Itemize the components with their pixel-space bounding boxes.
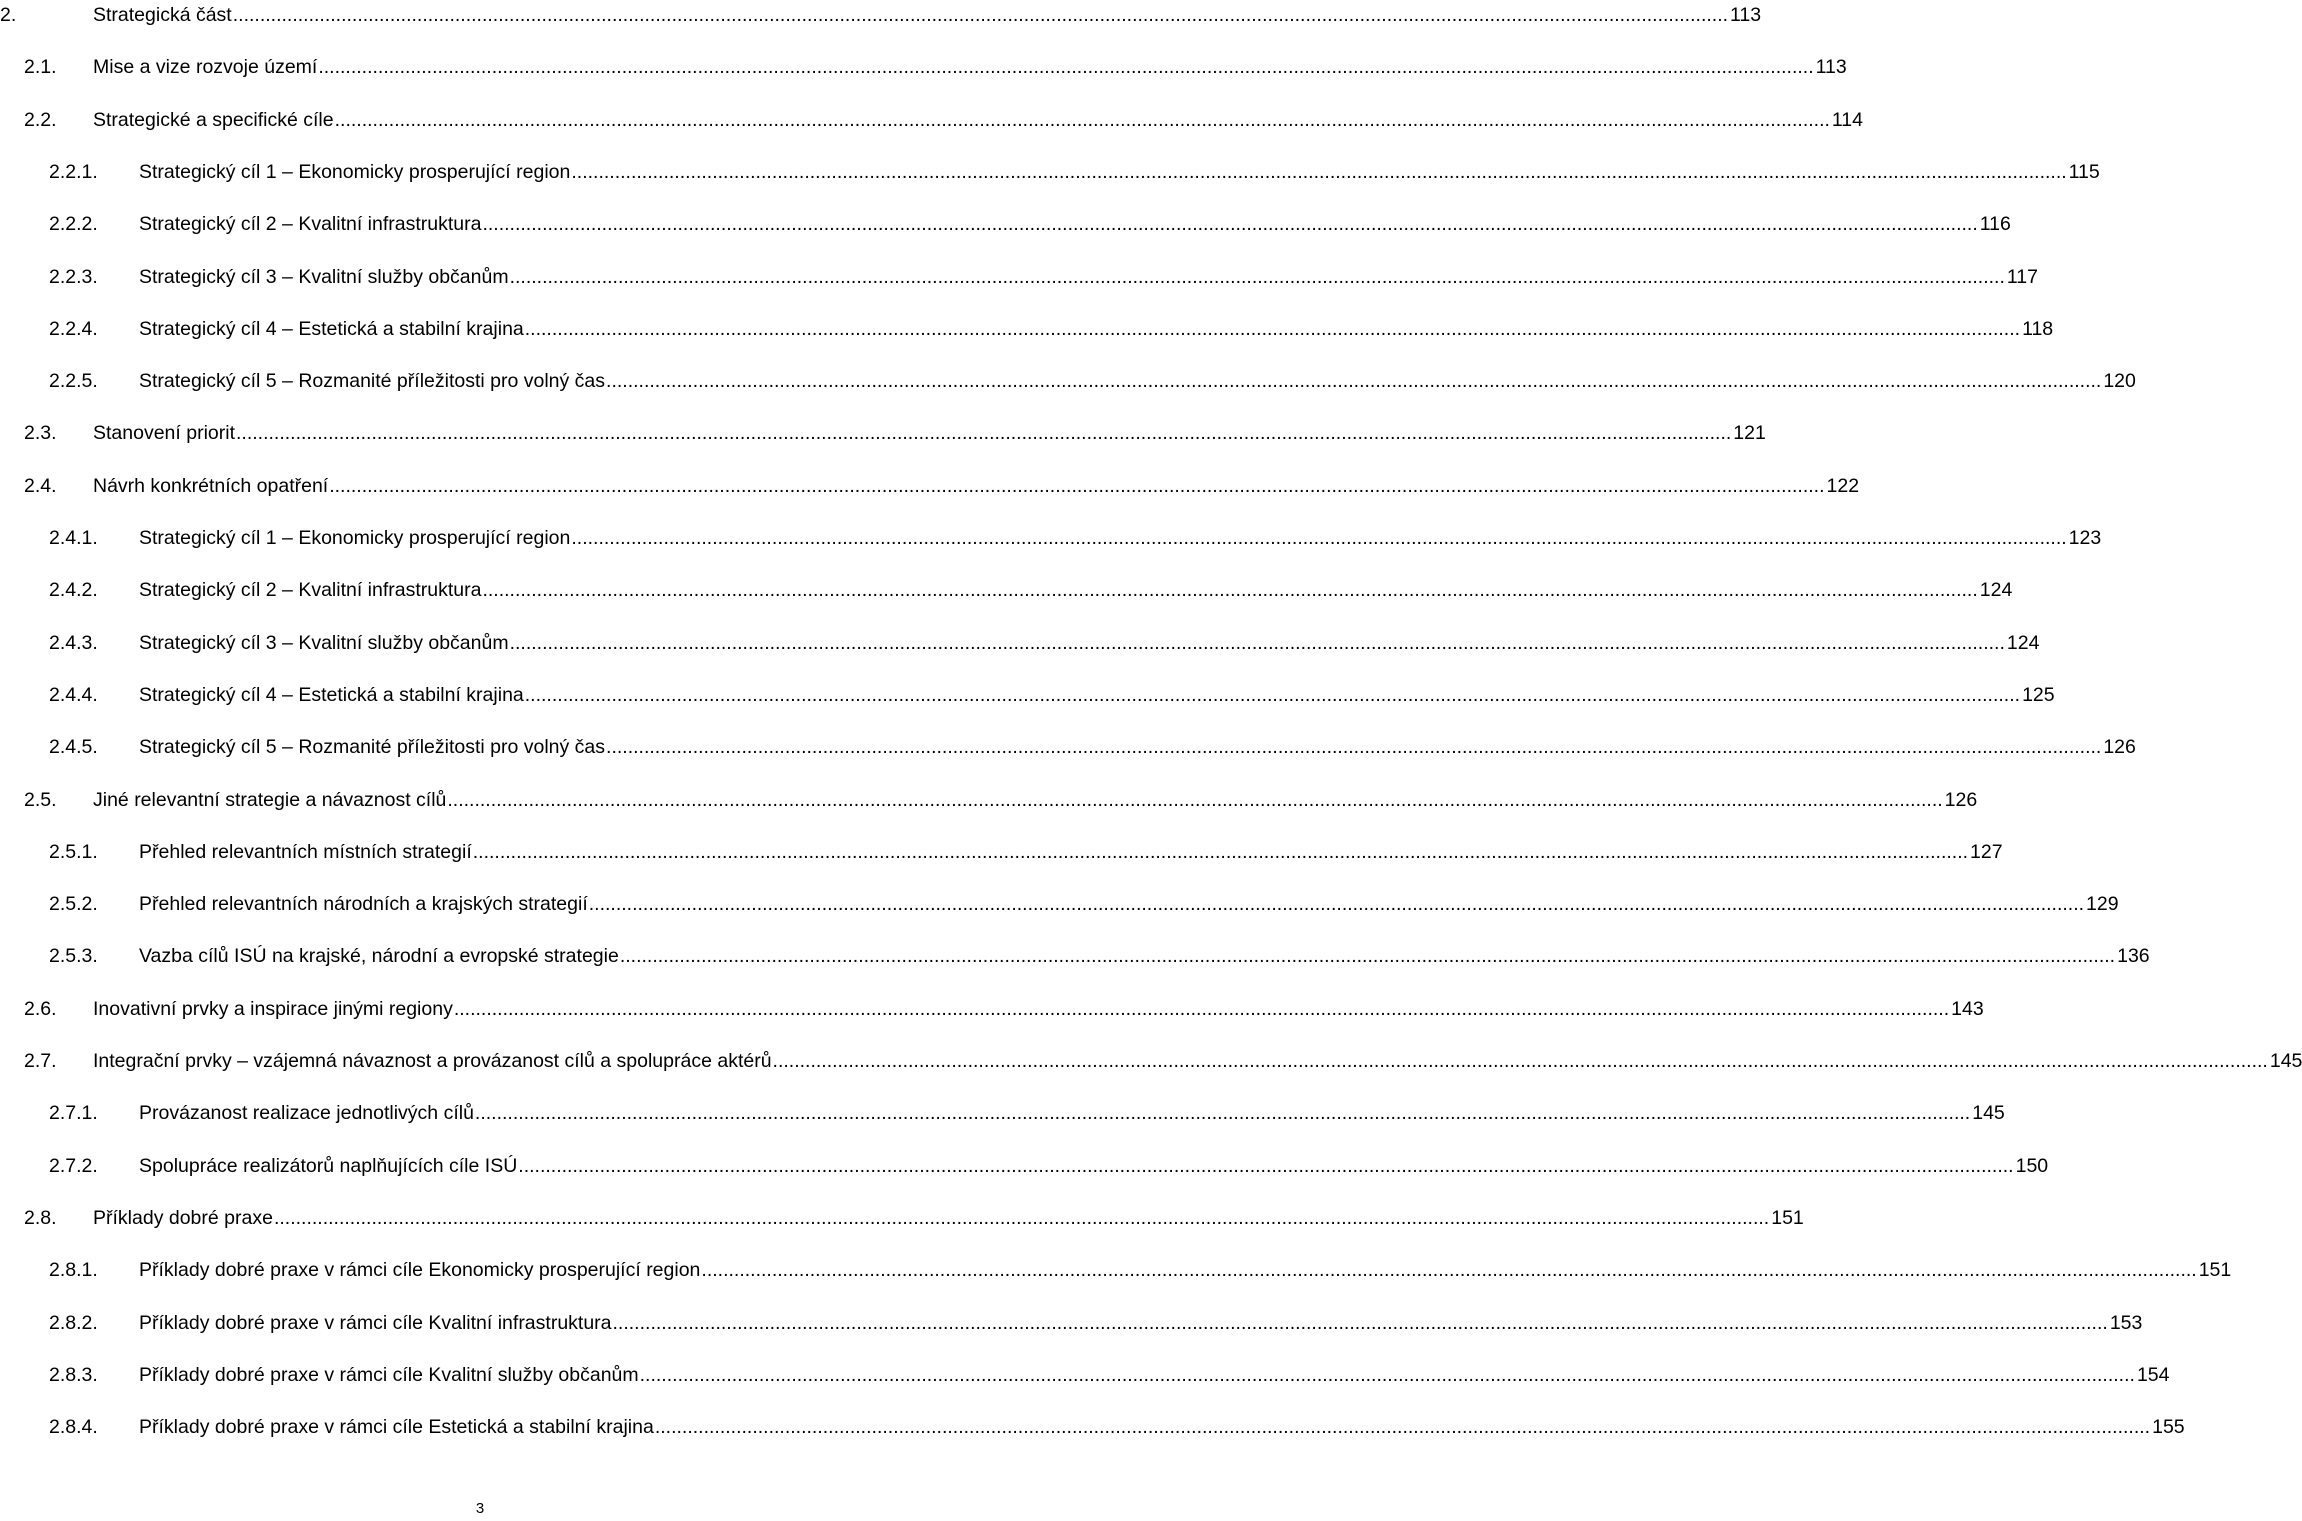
- toc-entry-number: 2.2.1.: [49, 160, 98, 183]
- toc-dot-leader: [570, 157, 2068, 187]
- toc-entry-title: Příklady dobré praxe v rámci cíle Estetická a stabilní krajina: [139, 1416, 654, 1439]
- toc-entry-number: 2.: [0, 4, 17, 26]
- toc-entry[interactable]: [0, 52, 1847, 82]
- toc-entry-number: 2.8.2.: [49, 1311, 98, 1334]
- toc-entry-page: 151: [1771, 1206, 1804, 1229]
- toc-entry[interactable]: [0, 889, 2119, 919]
- toc-entry[interactable]: [0, 1098, 2005, 1128]
- toc-dot-leader: [588, 889, 2086, 919]
- toc-entry-page: 122: [1826, 474, 1860, 497]
- toc-dot-leader: [517, 1151, 2015, 1181]
- toc-dot-leader: [334, 105, 1832, 135]
- toc-entry-title: Příklady dobré praxe v rámci cíle Kvalitní služby občanům: [139, 1363, 639, 1386]
- toc-dot-leader: [570, 523, 2068, 553]
- toc-entry-number: 2.1.: [24, 56, 57, 79]
- toc-entry-number: 2.5.2.: [49, 893, 98, 916]
- toc-entry[interactable]: [0, 418, 1766, 448]
- toc-entry[interactable]: [0, 1412, 2185, 1442]
- toc-entry-page: 153: [2109, 1311, 2143, 1334]
- toc-entry-page: 114: [1831, 108, 1863, 131]
- toc-entry-title: Příklady dobré praxe v rámci cíle Ekonomicky prosperující region: [139, 1259, 701, 1282]
- toc-entry-number: 2.7.1.: [49, 1102, 98, 1125]
- toc-entry-page: 120: [2103, 370, 2136, 393]
- toc-dot-leader: [700, 1255, 2198, 1285]
- toc-entry-page: 154: [2136, 1363, 2170, 1386]
- toc-entry-number: 2.4.3.: [49, 631, 98, 654]
- toc-entry-title: Příklady dobré praxe v rámci cíle Kvalitní infrastruktura: [139, 1311, 612, 1334]
- toc-entry-title: Jiné relevantní strategie a návaznost cílů: [93, 788, 447, 811]
- toc-entry-page: 123: [2068, 527, 2102, 549]
- toc-entry-title: Strategická část: [93, 4, 232, 26]
- toc-entry-title: Strategický cíl 1 – Ekonomicky prosperující region: [139, 160, 571, 183]
- toc-entry-page: 117: [2006, 265, 2038, 288]
- toc-entry[interactable]: [0, 785, 1978, 815]
- toc-dot-leader: [317, 52, 1815, 82]
- toc-entry-title: Strategický cíl 1 – Ekonomicky prosperující region: [139, 527, 571, 549]
- toc-entry[interactable]: [0, 0, 1762, 30]
- toc-entry[interactable]: [0, 680, 2055, 710]
- toc-dot-leader: [509, 262, 2007, 292]
- toc-entry-title: Mise a vize rozvoje území: [93, 56, 318, 79]
- toc-dot-leader: [619, 941, 2117, 971]
- toc-entry-number: 2.2.2.: [49, 213, 98, 236]
- toc-entry-page: 125: [2022, 683, 2055, 706]
- toc-entry-title: Návrh konkrétních opatření: [93, 474, 329, 497]
- toc-dot-leader: [524, 680, 2022, 710]
- toc-entry-page: 113: [1730, 4, 1762, 26]
- toc-entry-page: 145: [2269, 1050, 2302, 1072]
- toc-entry-title: Strategické a specifické cíle: [93, 108, 334, 131]
- toc-entry-page: 121: [1733, 422, 1766, 445]
- toc-dot-leader: [328, 471, 1826, 501]
- toc-entry[interactable]: [0, 732, 2136, 762]
- toc-entry-title: Provázanost realizace jednotlivých cílů: [139, 1102, 474, 1125]
- toc-entry-page: 136: [2117, 945, 2150, 968]
- toc-dot-leader: [772, 1046, 2270, 1076]
- toc-entry-number: 2.4.2.: [49, 579, 98, 602]
- toc-entry-number: 2.7.: [24, 1050, 57, 1072]
- toc-entry[interactable]: [0, 471, 1860, 501]
- toc-entry-number: 2.4.1.: [49, 527, 98, 549]
- toc-entry[interactable]: [0, 105, 1863, 135]
- toc-entry-number: 2.2.4.: [49, 317, 98, 340]
- toc-entry-page: 124: [1979, 579, 2013, 602]
- toc-entry-page: 113: [1815, 56, 1847, 79]
- toc-entry-number: 2.8.3.: [49, 1363, 98, 1386]
- toc-entry-title: Strategický cíl 5 – Rozmanité příležitosti pro volný čas: [139, 370, 606, 393]
- toc-dot-leader: [453, 994, 1951, 1024]
- toc-entry-number: 2.2.5.: [49, 370, 98, 393]
- toc-entry-number: 2.2.3.: [49, 265, 98, 288]
- toc-dot-leader: [472, 837, 1970, 867]
- toc-entry-title: Strategický cíl 4 – Estetická a stabilní krajina: [139, 317, 524, 340]
- toc-entry-number: 2.4.5.: [49, 736, 98, 759]
- toc-entry[interactable]: [0, 575, 2013, 605]
- toc-entry-title: Integrační prvky – vzájemná návaznost a provázanost cílů a spolupráce aktérů: [93, 1050, 772, 1072]
- toc-entry-page: 118: [2022, 317, 2054, 340]
- toc-entry-page: 126: [1944, 788, 1978, 811]
- toc-entry-page: 129: [2086, 893, 2119, 916]
- toc-entry[interactable]: [0, 941, 2150, 971]
- toc-entry[interactable]: [0, 1360, 2170, 1390]
- toc-entry-title: Strategický cíl 4 – Estetická a stabilní krajina: [139, 683, 524, 706]
- toc-entry-title: Strategický cíl 5 – Rozmanité příležitosti pro volný čas: [139, 736, 606, 759]
- toc-entry-number: 2.7.2.: [49, 1154, 98, 1177]
- toc-entry[interactable]: [0, 366, 2136, 396]
- toc-entry[interactable]: [0, 628, 2040, 658]
- toc-entry-title: Strategický cíl 3 – Kvalitní služby občanům: [139, 631, 509, 654]
- toc-entry[interactable]: [0, 1151, 2049, 1181]
- toc-entry-page: 145: [1972, 1102, 2005, 1125]
- toc-entry-title: Stanovení priorit: [93, 422, 235, 445]
- toc-entry-number: 2.3.: [24, 422, 57, 445]
- toc-entry-title: Spolupráce realizátorů naplňujících cíle ISÚ: [139, 1154, 518, 1177]
- toc-entry-page: 116: [1979, 213, 2011, 236]
- toc-entry[interactable]: [0, 262, 2038, 292]
- toc-entry-number: 2.5.3.: [49, 945, 98, 968]
- toc-entry-number: 2.4.: [24, 474, 57, 497]
- toc-dot-leader: [639, 1360, 2137, 1390]
- toc-entry-number: 2.8.4.: [49, 1416, 98, 1439]
- toc-entry-number: 2.5.: [24, 788, 57, 811]
- toc-entry-page: 143: [1951, 997, 1984, 1020]
- toc-entry-number: 2.4.4.: [49, 683, 98, 706]
- toc-dot-leader: [481, 209, 1979, 239]
- toc-entry-title: Přehled relevantních místních strategií: [139, 840, 472, 863]
- toc-dot-leader: [481, 575, 1979, 605]
- toc-dot-leader: [612, 1308, 2110, 1338]
- toc-entry-title: Příklady dobré praxe: [93, 1206, 273, 1229]
- toc-entry-title: Strategický cíl 2 – Kvalitní infrastruktura: [139, 579, 482, 602]
- toc-entry[interactable]: [0, 1255, 2232, 1285]
- toc-entry-number: 2.5.1.: [49, 840, 98, 863]
- toc-entry[interactable]: [0, 209, 2011, 239]
- toc-dot-leader: [524, 314, 2022, 344]
- toc-entry[interactable]: [0, 1308, 2143, 1338]
- toc-dot-leader: [232, 0, 1730, 30]
- toc-entry-page: 124: [2006, 631, 2040, 654]
- toc-dot-leader: [509, 628, 2007, 658]
- toc-entry-page: 150: [2015, 1154, 2049, 1177]
- toc-dot-leader: [273, 1203, 1771, 1233]
- toc-entry-title: Vazba cílů ISÚ na krajské, národní a evropské strategie: [139, 945, 619, 968]
- page-number: 3: [475, 1500, 485, 1517]
- toc-entry-number: 2.2.: [24, 108, 57, 131]
- toc-entry[interactable]: [0, 837, 2003, 867]
- toc-entry-number: 2.8.: [24, 1206, 57, 1229]
- toc-entry-number: 2.6.: [24, 997, 57, 1020]
- toc-dot-leader: [446, 785, 1944, 815]
- toc-entry-title: Inovativní prvky a inspirace jinými regiony: [93, 997, 453, 1020]
- toc-entry-page: 115: [2068, 160, 2100, 183]
- toc-entry[interactable]: [0, 1046, 2302, 1076]
- toc-entry-title: Strategický cíl 3 – Kvalitní služby občanům: [139, 265, 509, 288]
- toc-entry[interactable]: [0, 523, 2102, 553]
- toc-entry[interactable]: [0, 157, 2100, 187]
- toc-entry-page: 126: [2103, 736, 2136, 759]
- toc-dot-leader: [474, 1098, 1972, 1128]
- toc-entry[interactable]: [0, 314, 2054, 344]
- toc-entry-number: 2.8.1.: [49, 1259, 98, 1282]
- toc-entry[interactable]: [0, 1203, 1804, 1233]
- toc-entry-page: 155: [2152, 1416, 2185, 1439]
- toc-entry-title: Strategický cíl 2 – Kvalitní infrastruktura: [139, 213, 482, 236]
- toc-entry-title: Přehled relevantních národních a krajských strategií: [139, 893, 588, 916]
- toc-entry-page: 151: [2198, 1259, 2232, 1282]
- toc-dot-leader: [605, 366, 2103, 396]
- toc-dot-leader: [235, 418, 1733, 448]
- toc-entry-page: 127: [1970, 840, 2003, 863]
- toc-dot-leader: [605, 732, 2103, 762]
- toc-dot-leader: [654, 1412, 2152, 1442]
- toc-entry[interactable]: [0, 994, 1984, 1024]
